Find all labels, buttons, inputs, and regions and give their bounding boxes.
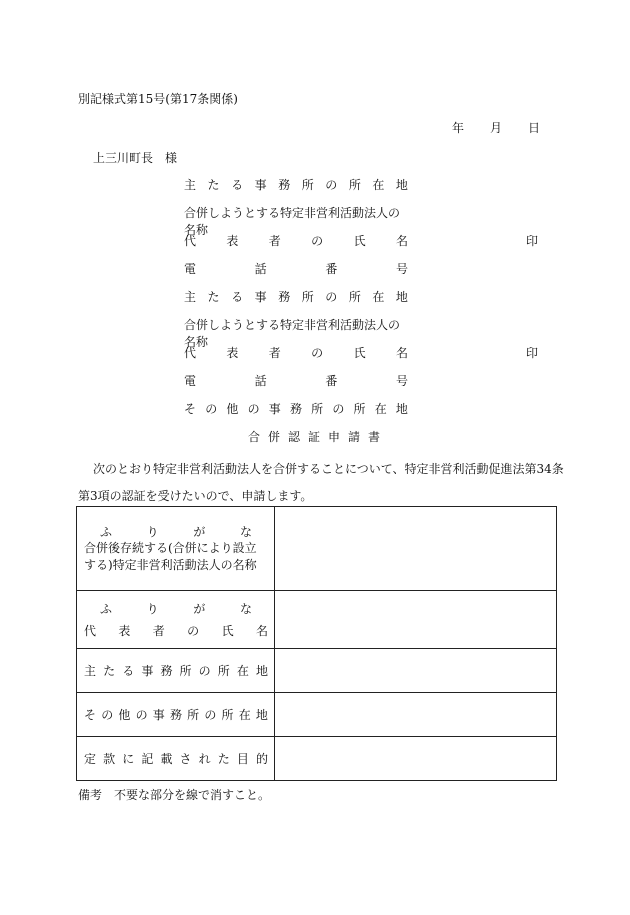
- label-char: 事: [254, 290, 267, 304]
- label-char: 電: [184, 374, 197, 388]
- label-char: 他: [226, 402, 239, 416]
- input-cell-purpose[interactable]: [275, 737, 557, 781]
- label-char: 主: [84, 664, 97, 678]
- input-cell-main-office[interactable]: [275, 649, 557, 693]
- label-char: 者: [268, 346, 281, 360]
- label-char: 号: [395, 374, 408, 388]
- applicant-row-a2-tel: [184, 372, 544, 400]
- label-char: 在: [238, 708, 251, 722]
- label-char: の: [247, 402, 260, 416]
- label-char: 載: [160, 752, 173, 766]
- label-char: 代: [184, 346, 197, 360]
- label-char: 記: [141, 752, 154, 766]
- label-char: 表: [118, 624, 131, 638]
- seal-mark: 印: [526, 234, 539, 248]
- date-line: [452, 119, 566, 136]
- label-char: 者: [152, 624, 165, 638]
- label-char: 所: [187, 708, 200, 722]
- label-char: 事: [141, 664, 154, 678]
- date-month: 月: [490, 121, 503, 135]
- label-char: 地: [395, 290, 408, 304]
- label-char: そ: [184, 402, 197, 416]
- label-char: 所: [348, 290, 361, 304]
- label-char: の: [311, 234, 324, 248]
- label-char: 所: [353, 402, 366, 416]
- label-char: の: [311, 346, 324, 360]
- label-char: 在: [372, 290, 385, 304]
- label-char: れ: [198, 752, 211, 766]
- label-char: 務: [160, 664, 173, 678]
- label-char: 目: [236, 752, 249, 766]
- date-day: 日: [528, 121, 541, 135]
- label-char: の: [198, 664, 211, 678]
- main-office-label: [84, 662, 268, 679]
- label-char: 地: [255, 664, 268, 678]
- label-char: の: [204, 708, 217, 722]
- label-char: の: [325, 178, 338, 192]
- applicant-label-a2-rep: [184, 344, 408, 361]
- label-char: 電: [184, 262, 197, 276]
- label-char: 地: [255, 708, 268, 722]
- label-char: 地: [395, 178, 408, 192]
- label-char: そ: [84, 708, 97, 722]
- label-cell-other-office: [77, 693, 275, 737]
- label-char: 所: [179, 664, 192, 678]
- applicant-row-a1-rep: [184, 232, 544, 260]
- label-char: な: [239, 602, 252, 616]
- label-char: 務: [289, 402, 302, 416]
- label-char: 氏: [353, 234, 366, 248]
- label-char: た: [103, 664, 116, 678]
- label-char: 番: [325, 262, 338, 276]
- label-char: ふ: [100, 602, 113, 616]
- label-char: の: [205, 402, 218, 416]
- label-char: の: [332, 402, 345, 416]
- table-row: [77, 591, 557, 649]
- input-cell-representative[interactable]: [275, 591, 557, 649]
- date-year: 年: [452, 121, 465, 135]
- label-char: 務: [278, 290, 291, 304]
- applicant-label-a2-tel: [184, 372, 408, 389]
- other-office-label: [84, 706, 268, 723]
- input-cell-corporation-name[interactable]: [275, 507, 557, 591]
- label-char: 定: [84, 752, 97, 766]
- applicant-block: [184, 176, 544, 428]
- label-char: な: [239, 525, 252, 539]
- label-char: た: [207, 290, 220, 304]
- label-cell-representative: [77, 591, 275, 649]
- label-char: ふ: [100, 525, 113, 539]
- label-char: が: [193, 525, 206, 539]
- applicant-label-other-office: [184, 400, 408, 417]
- label-char: る: [231, 290, 244, 304]
- label-char: た: [207, 178, 220, 192]
- label-char: る: [122, 664, 135, 678]
- applicant-label-a1-rep: [184, 232, 408, 249]
- label-cell-purpose: [77, 737, 275, 781]
- form-number: 別記様式第15号(第17条関係): [78, 92, 238, 106]
- body-text-line-2: 第3項の認証を受けたいので、申請します。: [78, 489, 313, 503]
- label-cell-main-office: [77, 649, 275, 693]
- table-row: [77, 507, 557, 591]
- label-char: 事: [254, 178, 267, 192]
- label-char: 在: [374, 402, 387, 416]
- label-char: に: [122, 752, 135, 766]
- label-char: 事: [152, 708, 165, 722]
- document-title: 合併認証申請書: [248, 430, 389, 444]
- label-char: 的: [255, 752, 268, 766]
- body-text-line-1: 次のとおり特定非営利活動法人を合併することについて、特定非営利活動促進法第34条: [93, 462, 564, 476]
- applicant-label-a1-tel: [184, 260, 408, 277]
- label-char: 話: [254, 374, 267, 388]
- label-char: 所: [301, 178, 314, 192]
- label-char: 代: [184, 234, 197, 248]
- label-char: 地: [395, 402, 408, 416]
- applicant-row-a1-tel: [184, 260, 544, 288]
- label-char: 在: [372, 178, 385, 192]
- corporation-name-label-2: する)特定非営利活動法人の名称: [84, 558, 257, 572]
- label-char: 款: [103, 752, 116, 766]
- label-char: 所: [217, 664, 230, 678]
- furigana-label: [84, 523, 268, 540]
- label-char: 名: [255, 624, 268, 638]
- label-char: 表: [226, 346, 239, 360]
- label-char: の: [187, 624, 200, 638]
- label-char: 務: [169, 708, 182, 722]
- label-char: 所: [348, 178, 361, 192]
- applicant-row-other-office: [184, 400, 544, 428]
- label-cell-corporation-name: [77, 507, 275, 591]
- label-char: 所: [311, 402, 324, 416]
- applicant-label-a2-name: 合併しようとする特定非営利活動法人の名称: [184, 318, 401, 349]
- label-char: 主: [184, 178, 197, 192]
- applicant-label-a2-office: [184, 288, 408, 305]
- label-char: 事: [268, 402, 281, 416]
- label-char: 話: [254, 262, 267, 276]
- applicant-row-a2-rep: [184, 344, 544, 372]
- applicant-row-a2-office: [184, 288, 544, 316]
- table-row: [77, 737, 557, 781]
- label-char: 表: [226, 234, 239, 248]
- remark-note: 備考 不要な部分を線で消すこと。: [78, 788, 271, 802]
- label-char: の: [135, 708, 148, 722]
- label-char: 他: [118, 708, 131, 722]
- label-char: た: [217, 752, 230, 766]
- label-char: 者: [268, 234, 281, 248]
- applicant-row-a1-office: [184, 176, 544, 204]
- label-char: 務: [278, 178, 291, 192]
- label-char: 名: [395, 234, 408, 248]
- label-char: 所: [221, 708, 234, 722]
- label-char: り: [146, 525, 159, 539]
- table-row: [77, 693, 557, 737]
- label-char: る: [231, 178, 244, 192]
- table-row: [77, 649, 557, 693]
- purpose-label: [84, 750, 268, 767]
- label-char: の: [325, 290, 338, 304]
- label-char: が: [193, 602, 206, 616]
- application-table: [76, 506, 557, 781]
- label-char: 氏: [353, 346, 366, 360]
- representative-label: [84, 622, 268, 639]
- label-char: 主: [184, 290, 197, 304]
- label-char: さ: [179, 752, 192, 766]
- seal-mark: 印: [526, 346, 539, 360]
- applicant-label-a1-office: [184, 176, 408, 193]
- corporation-name-label-1: 合併後存続する(合併により設立: [84, 541, 257, 555]
- applicant-row-a2-name: [184, 316, 544, 349]
- label-char: 番: [325, 374, 338, 388]
- applicant-row-a1-name: [184, 204, 544, 237]
- furigana-label: [84, 600, 268, 617]
- label-char: 氏: [221, 624, 234, 638]
- label-char: の: [101, 708, 114, 722]
- label-char: 代: [84, 624, 97, 638]
- addressee: 上三川町長 様: [93, 151, 178, 165]
- input-cell-other-office[interactable]: [275, 693, 557, 737]
- label-char: 名: [395, 346, 408, 360]
- label-char: 所: [301, 290, 314, 304]
- label-char: 在: [236, 664, 249, 678]
- label-char: 号: [395, 262, 408, 276]
- label-char: り: [146, 602, 159, 616]
- applicant-label-a1-name: 合併しようとする特定非営利活動法人の名称: [184, 206, 401, 237]
